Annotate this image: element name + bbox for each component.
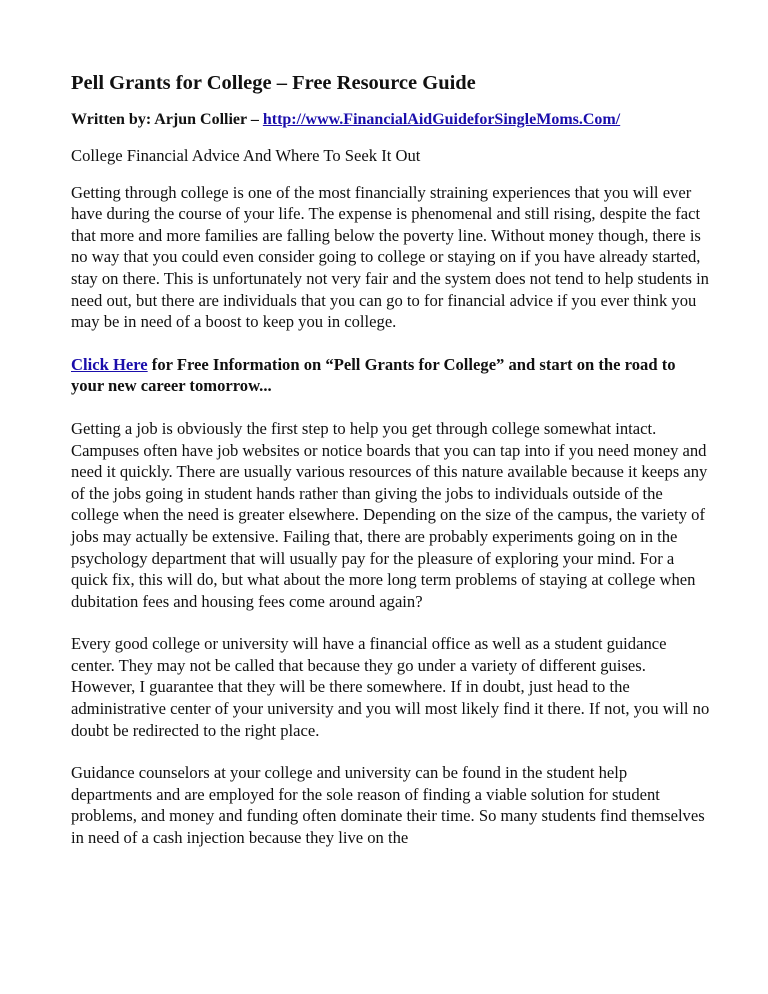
cta-text: for Free Information on “Pell Grants for College” and start on the road to your new career tomorrow... [71, 354, 676, 396]
document-page [71, 70, 711, 870]
byline-prefix: Written by: Arjun Collier – [71, 111, 263, 128]
paragraph-intro: Getting through college is one of the most financially straining experiences that you will ever have during the course of your life. The expense is phenomenal and still rising, despite the fact that more and more families are falling below the poverty line. Without money though, there is no way that you could even consider going to college or staying on if you have already started, stay on there. This is unfortunately not very fair and the system does not tend to help students in need out, but there are individuals that you can go to for financial advice if you ever think you may be in need of a boost to keep you in college. [71, 182, 709, 332]
document-subtitle: College Financial Advice And Where To Seek It Out [71, 146, 421, 165]
click-here-link[interactable]: Click Here [71, 354, 148, 374]
paragraph-guidance-counselors: Guidance counselors at your college and university can be found in the student help departments and are employed for the sole reason of finding a viable solution for student problems, and money and funding often dominate their time. So many students find themselves in need of a cash injection because they live on the [71, 763, 705, 848]
author-byline [71, 109, 711, 130]
paragraph-jobs: Getting a job is obviously the first step to help you get through college somewhat intact. Campuses often have job websites or notice boards that you can tap into if you need money and need it quickly. There are usually various resources of this nature available because it keeps any of the jobs going in student hands rather than giving the jobs to individuals outside of the college when the need is greater elsewhere. Depending on the size of the campus, the variety of jobs may actually be extensive. Failing that, there are probably experiments going on in the psychology department that will usually pay for the pleasure of exploring your mind. For a quick fix, this will do, but what about the more long term problems of staying at college when dubitation fees and housing fees come around again? [71, 418, 708, 611]
document-title: Pell Grants for College – Free Resource Guide [71, 72, 476, 94]
paragraph-financial-office: Every good college or university will have a financial office as well as a student guidance center. They may not be called that because they go under a variety of different guises. However, I guarantee that they will be there somewhere. If in doubt, just head to the administrative center of your university and you will most likely find it there. If not, you will no doubt be redirected to the right place. [71, 634, 710, 740]
author-website-link[interactable]: http://www.FinancialAidGuideforSingleMoms.Com/ [262, 111, 621, 128]
cta-block [71, 354, 711, 397]
